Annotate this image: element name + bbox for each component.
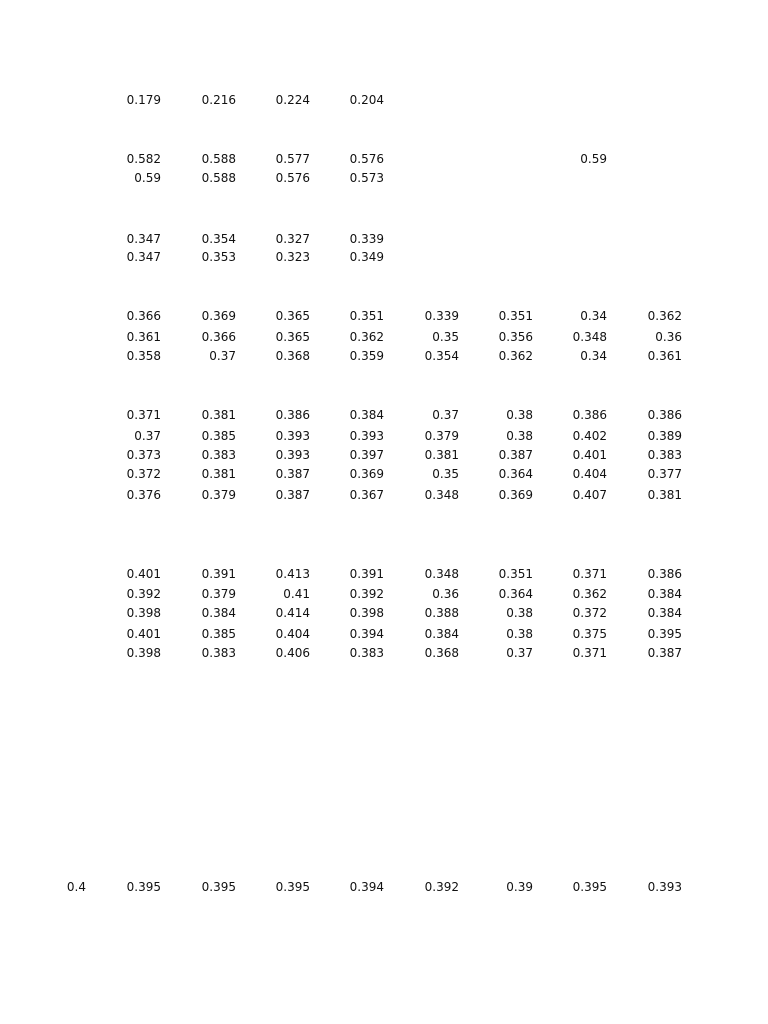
table-cell: 0.362 <box>572 587 607 601</box>
table-row <box>0 466 768 482</box>
table-cell: 0.375 <box>572 627 607 641</box>
table-cell <box>26 566 86 582</box>
table-cell <box>26 626 86 642</box>
table-cell <box>26 466 86 482</box>
table-cell: 0.395 <box>275 880 310 894</box>
table-cell: 0.38 <box>506 408 533 422</box>
table-cell: 0.366 <box>201 330 236 344</box>
table-cell: 0.401 <box>126 627 161 641</box>
table-cell: 0.383 <box>349 646 384 660</box>
table-cell: 0.373 <box>126 448 161 462</box>
table-cell: 0.387 <box>275 488 310 502</box>
table-cell: 0.368 <box>275 349 310 363</box>
table-cell: 0.398 <box>349 606 384 620</box>
table-cell: 0.41 <box>283 587 310 601</box>
table-cell: 0.38 <box>506 627 533 641</box>
table-cell: 0.35 <box>432 467 459 481</box>
table-row <box>0 879 768 895</box>
table-cell <box>473 170 533 186</box>
table-cell <box>547 170 607 186</box>
table-cell: 0.379 <box>424 429 459 443</box>
table-cell: 0.576 <box>349 152 384 166</box>
table-cell <box>547 92 607 108</box>
table-cell <box>622 231 682 247</box>
table-cell: 0.406 <box>275 646 310 660</box>
table-cell: 0.393 <box>647 880 682 894</box>
table-cell <box>622 249 682 265</box>
table-cell <box>26 231 86 247</box>
table-cell: 0.371 <box>572 646 607 660</box>
table-cell: 0.368 <box>424 646 459 660</box>
table-cell: 0.576 <box>275 171 310 185</box>
table-cell <box>622 92 682 108</box>
table-cell: 0.384 <box>647 587 682 601</box>
table-cell <box>26 329 86 345</box>
table-cell: 0.4 <box>66 880 86 894</box>
table-cell: 0.37 <box>506 646 533 660</box>
table-cell: 0.224 <box>275 93 310 107</box>
table-cell: 0.35 <box>432 330 459 344</box>
table-row <box>0 407 768 423</box>
table-cell: 0.369 <box>498 488 533 502</box>
table-cell: 0.367 <box>349 488 384 502</box>
table-cell: 0.588 <box>201 152 236 166</box>
table-cell <box>26 249 86 265</box>
table-cell: 0.339 <box>424 309 459 323</box>
table-cell: 0.38 <box>506 606 533 620</box>
table-row <box>0 308 768 324</box>
table-cell: 0.361 <box>126 330 161 344</box>
table-cell: 0.414 <box>275 606 310 620</box>
table-cell: 0.395 <box>201 880 236 894</box>
table-cell: 0.362 <box>498 349 533 363</box>
table-cell: 0.36 <box>432 587 459 601</box>
table-cell: 0.402 <box>572 429 607 443</box>
table-cell: 0.359 <box>349 349 384 363</box>
table-cell <box>26 428 86 444</box>
table-row <box>0 348 768 364</box>
table-cell <box>547 231 607 247</box>
table-cell <box>622 151 682 167</box>
table-cell: 0.404 <box>275 627 310 641</box>
table-cell <box>26 605 86 621</box>
table-cell: 0.391 <box>201 567 236 581</box>
table-cell <box>26 447 86 463</box>
table-cell <box>473 151 533 167</box>
table-cell <box>26 308 86 324</box>
table-cell: 0.392 <box>424 880 459 894</box>
table-cell: 0.383 <box>647 448 682 462</box>
table-cell: 0.413 <box>275 567 310 581</box>
table-cell: 0.351 <box>498 567 533 581</box>
table-cell: 0.34 <box>580 349 607 363</box>
table-cell: 0.381 <box>201 467 236 481</box>
table-cell <box>26 170 86 186</box>
table-cell: 0.354 <box>201 232 236 246</box>
table-cell: 0.366 <box>126 309 161 323</box>
table-cell: 0.179 <box>126 93 161 107</box>
table-cell: 0.376 <box>126 488 161 502</box>
table-cell: 0.351 <box>498 309 533 323</box>
table-cell: 0.385 <box>201 627 236 641</box>
table-cell: 0.394 <box>349 880 384 894</box>
table-cell: 0.395 <box>647 627 682 641</box>
table-row <box>0 170 768 186</box>
table-cell: 0.395 <box>126 880 161 894</box>
table-cell: 0.388 <box>424 606 459 620</box>
table-cell: 0.394 <box>349 627 384 641</box>
table-cell: 0.398 <box>126 646 161 660</box>
table-cell: 0.387 <box>275 467 310 481</box>
table-cell: 0.386 <box>572 408 607 422</box>
table-cell: 0.354 <box>424 349 459 363</box>
table-cell: 0.372 <box>126 467 161 481</box>
table-cell <box>622 170 682 186</box>
table-cell: 0.381 <box>424 448 459 462</box>
table-row <box>0 487 768 503</box>
table-row <box>0 645 768 661</box>
table-row <box>0 329 768 345</box>
table-cell: 0.395 <box>572 880 607 894</box>
table-cell: 0.339 <box>349 232 384 246</box>
table-cell: 0.369 <box>201 309 236 323</box>
table-cell: 0.582 <box>126 152 161 166</box>
table-cell <box>473 249 533 265</box>
table-cell: 0.364 <box>498 587 533 601</box>
table-cell: 0.348 <box>572 330 607 344</box>
table-cell <box>26 348 86 364</box>
table-cell: 0.353 <box>201 250 236 264</box>
table-cell: 0.384 <box>424 627 459 641</box>
table-cell <box>399 170 459 186</box>
table-cell: 0.379 <box>201 488 236 502</box>
table-cell: 0.39 <box>506 880 533 894</box>
table-cell <box>399 151 459 167</box>
table-cell: 0.383 <box>201 646 236 660</box>
table-cell: 0.351 <box>349 309 384 323</box>
table-cell: 0.384 <box>349 408 384 422</box>
table-cell <box>399 249 459 265</box>
table-cell <box>26 487 86 503</box>
table-cell: 0.381 <box>647 488 682 502</box>
table-cell: 0.361 <box>647 349 682 363</box>
table-cell <box>26 586 86 602</box>
table-cell: 0.348 <box>424 488 459 502</box>
table-cell: 0.588 <box>201 171 236 185</box>
table-cell: 0.393 <box>275 448 310 462</box>
table-cell: 0.323 <box>275 250 310 264</box>
table-cell: 0.347 <box>126 232 161 246</box>
table-cell <box>26 407 86 423</box>
table-cell: 0.393 <box>349 429 384 443</box>
table-cell: 0.393 <box>275 429 310 443</box>
table-row <box>0 447 768 463</box>
table-cell: 0.34 <box>580 309 607 323</box>
table-row <box>0 626 768 642</box>
table-cell: 0.364 <box>498 467 533 481</box>
table-cell: 0.216 <box>201 93 236 107</box>
table-cell: 0.377 <box>647 467 682 481</box>
table-cell: 0.379 <box>201 587 236 601</box>
table-cell: 0.38 <box>506 429 533 443</box>
table-cell <box>26 92 86 108</box>
table-cell: 0.356 <box>498 330 533 344</box>
table-cell: 0.371 <box>126 408 161 422</box>
table-cell: 0.37 <box>432 408 459 422</box>
table-cell: 0.365 <box>275 330 310 344</box>
table-cell: 0.365 <box>275 309 310 323</box>
table-cell <box>26 645 86 661</box>
table-cell: 0.369 <box>349 467 384 481</box>
table-cell: 0.59 <box>580 152 607 166</box>
table-cell: 0.386 <box>647 408 682 422</box>
table-cell: 0.386 <box>647 567 682 581</box>
table-cell: 0.381 <box>201 408 236 422</box>
table-cell: 0.358 <box>126 349 161 363</box>
table-cell: 0.372 <box>572 606 607 620</box>
table-cell: 0.37 <box>209 349 236 363</box>
table-row <box>0 428 768 444</box>
table-row <box>0 586 768 602</box>
table-row <box>0 151 768 167</box>
table-cell: 0.392 <box>349 587 384 601</box>
table-cell: 0.397 <box>349 448 384 462</box>
table-cell <box>399 92 459 108</box>
table-cell <box>547 249 607 265</box>
table-cell: 0.384 <box>201 606 236 620</box>
table-cell <box>399 231 459 247</box>
table-cell: 0.327 <box>275 232 310 246</box>
table-cell: 0.347 <box>126 250 161 264</box>
table-cell: 0.573 <box>349 171 384 185</box>
table-cell: 0.387 <box>498 448 533 462</box>
table-row <box>0 249 768 265</box>
table-cell: 0.401 <box>126 567 161 581</box>
table-cell: 0.371 <box>572 567 607 581</box>
table-cell: 0.577 <box>275 152 310 166</box>
table-cell: 0.204 <box>349 93 384 107</box>
table-cell: 0.384 <box>647 606 682 620</box>
table-cell: 0.36 <box>655 330 682 344</box>
table-cell: 0.349 <box>349 250 384 264</box>
table-cell: 0.362 <box>349 330 384 344</box>
table-cell: 0.392 <box>126 587 161 601</box>
table-cell: 0.398 <box>126 606 161 620</box>
table-cell: 0.385 <box>201 429 236 443</box>
table-row <box>0 92 768 108</box>
table-cell <box>473 231 533 247</box>
table-cell: 0.404 <box>572 467 607 481</box>
table-cell <box>473 92 533 108</box>
table-cell: 0.59 <box>134 171 161 185</box>
table-cell: 0.387 <box>647 646 682 660</box>
table-row <box>0 605 768 621</box>
table-cell: 0.348 <box>424 567 459 581</box>
table-row <box>0 231 768 247</box>
table-cell: 0.391 <box>349 567 384 581</box>
table-cell: 0.407 <box>572 488 607 502</box>
table-cell: 0.386 <box>275 408 310 422</box>
table-cell: 0.389 <box>647 429 682 443</box>
table-cell: 0.383 <box>201 448 236 462</box>
table-row <box>0 566 768 582</box>
table-cell: 0.362 <box>647 309 682 323</box>
table-cell: 0.401 <box>572 448 607 462</box>
table-cell: 0.37 <box>134 429 161 443</box>
table-cell <box>26 151 86 167</box>
